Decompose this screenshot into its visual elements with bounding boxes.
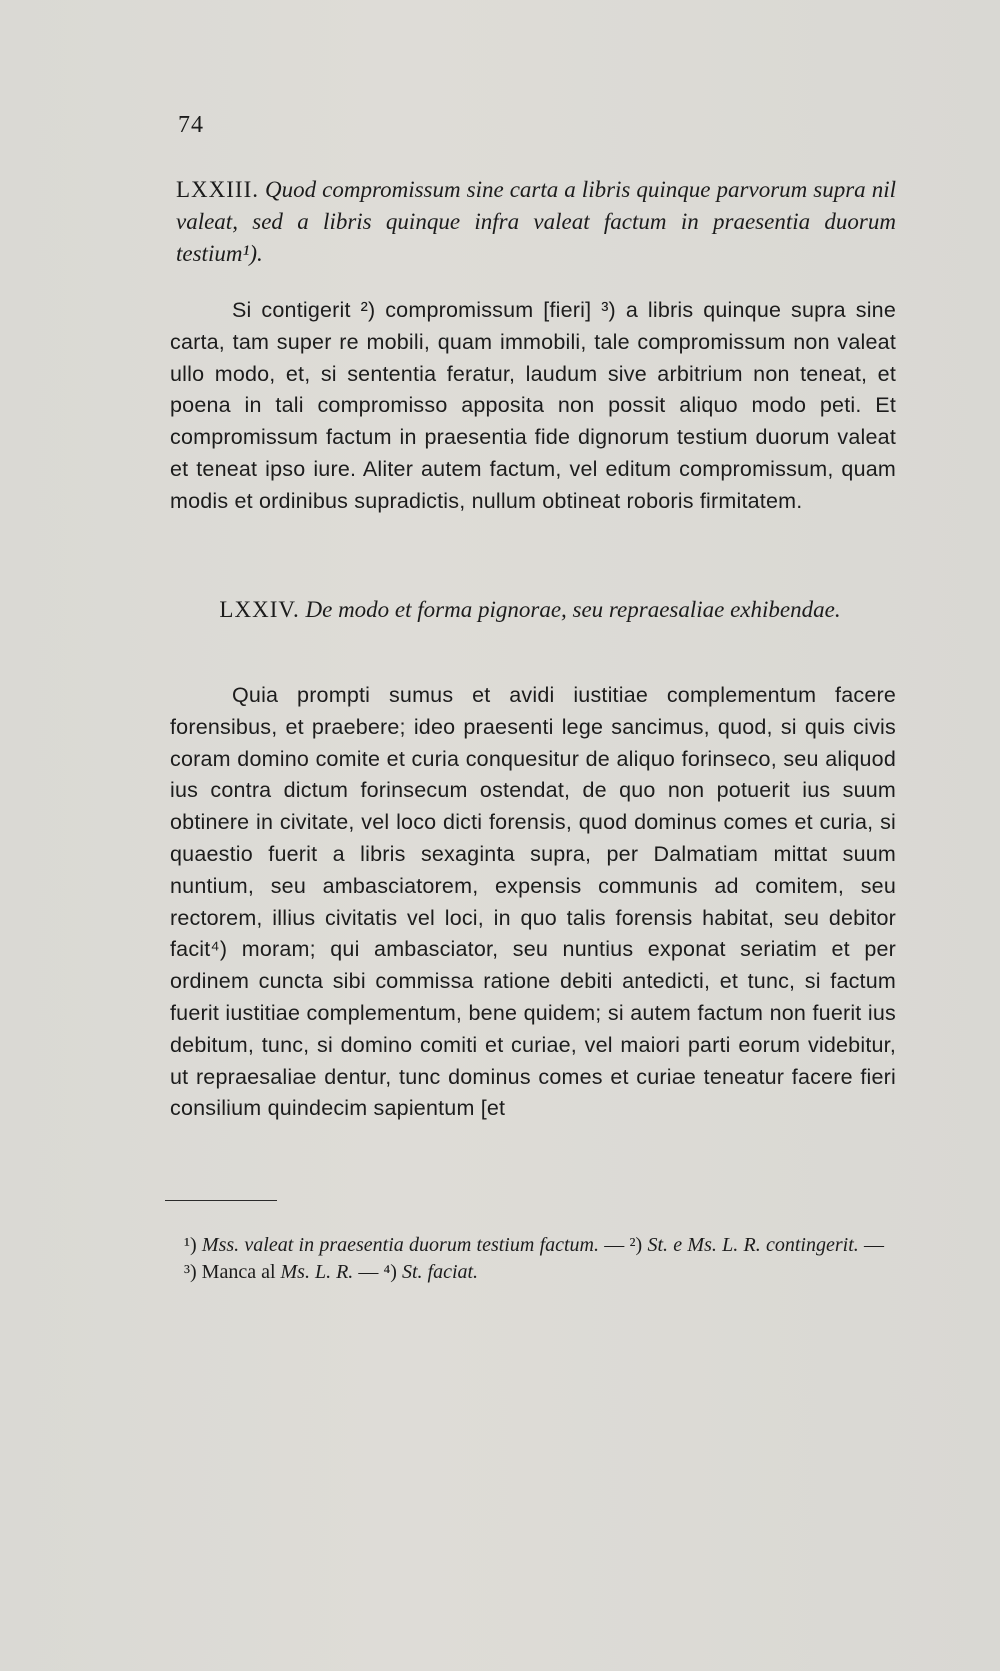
footnote-dash: — — [604, 1234, 625, 1256]
footnote-text: Ms. L. R. — [280, 1261, 354, 1283]
footnote-mark: ²) — [629, 1234, 643, 1256]
footnote-mark: ⁴) — [383, 1261, 397, 1283]
section-number: LXXIII. — [176, 177, 259, 202]
section-number: LXXIV. — [219, 597, 300, 622]
footnote-text: Mss. valeat in praesentia duorum testium factum. — [201, 1234, 600, 1256]
section-heading-lxxiv — [200, 594, 860, 626]
footnote-dash: — — [358, 1261, 379, 1283]
footnote-mark: ³) — [184, 1261, 197, 1283]
section-title: Quod compromissum sine carta a libris quinque parvorum supra nil valeat, sed a libris quinque infra valeat factum in praesentia duorum testium¹). — [176, 177, 896, 266]
footnote-text: St. e Ms. L. R. contingerit. — [647, 1234, 859, 1256]
section-body-lxxiv: Quia prompti sumus et avidi iustitiae complementum facere forensibus, et praebere; ideo praesenti lege sancimus, quod, si quis civis coram domino comite et curia conquesitur de aliquo forinseco, seu aliquod ius contra dictum forinsecum ostendat, de quo non potuerit ius suum obtinere in civitate, vel loco dicti forensis, quod dominus comes et curia, si quaestio fuerit a libris sexaginta supra, per Dalmatiam mittat suum nuntium, seu ambasciatorem, expensis communis ad comitem, seu rectorem, illius civitatis vel loci, in quo talis forensis habitat, seu debitor facit⁴) moram; qui ambasciator, seu nuntius exponat seriatim et per ordinem cuncta sibi commissa ratione debiti antedicti, et tunc, si factum fuerit iustitiae complementum, bene quidem; si autem factum non fuerit ius debitum, tunc, si domino comiti et curiae, vel maiori parti eorum videbitur, ut repraesaliae dentur, tunc dominus comes et curiae teneatur facere fieri consilium quindecim sapientum [et — [170, 683, 896, 1121]
footnote-text: St. faciat. — [401, 1261, 479, 1283]
footnote-dash: — — [864, 1234, 885, 1256]
page-number: 74 — [178, 112, 204, 138]
footnote-mark: ¹) — [184, 1234, 197, 1256]
footnote-separator — [165, 1200, 277, 1201]
footnote-text: Manca al — [201, 1261, 276, 1283]
section-title: De modo et forma pignorae, seu repraesaliae exhibendae. — [305, 597, 841, 622]
footnotes — [184, 1232, 884, 1286]
section-body-lxxiii: Si contigerit ²) compromissum [fieri] ³) a libris quinque supra sine carta, tam super re mobili, quam immobili, tale compromissum non valeat ullo modo, et, si sententia feratur, laudum sive arbitrium non teneat, et poena in tali compromisso apposita non possit aliquo modo peti. Et compromissum factum in praesentia fide dignorum testium duorum valeat et teneat ipso iure. Aliter autem factum, vel editum compromissum, quam modis et ordinibus supradictis, nullum obtineat roboris firmitatem. — [170, 298, 896, 513]
section-heading-lxxiii — [176, 174, 896, 270]
